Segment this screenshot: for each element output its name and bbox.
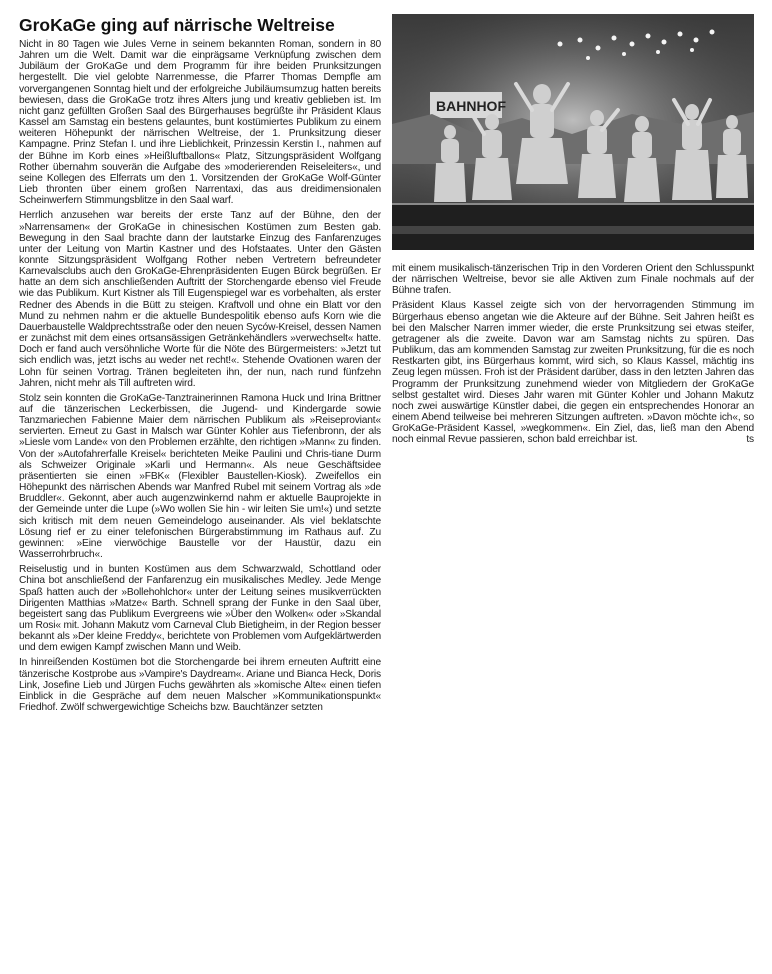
article-paragraph: Nicht in 80 Tagen wie Jules Verne in seinem bekannten Roman, sondern in 80 Jahren um die Welt. Damit war die einprägsame Verknüpfung zwischen dem Jubiläum der GroKaGe und dem Programm für ihre beiden Prunksitzungen hergestellt. Die viel gelobte Narrenmesse, die Pfarrer Thomas Dempfle am vorvergangenen Sonntag hielt und der erfolgreiche Jubiläumsumzug hatten bereits bewiesen, dass die GroKaGe trotz ihres Alters jung und kreativ geblieben ist. Im nicht ganz gefüllten Großen Saal des Bürgerhauses begrüßte ihr Präsident Klaus Kassel am Samstag ein bestens gelauntes, bunt kostümiertes Publikum zu einem weiteren Höhepunkt der närrischen Weltreise, der 1. Prunksitzung dieser Kampagne. Prinz Stefan I. und ihre Lieblichkeit, Prinzessin Kerstin I., nahmen auf der Bühne im Korb eines »Heißluftballons« Platz, Sitzungspräsident Wolfgang Rother übernahm souverän die Aufgabe des »moderierenden Reiseleiters«, und seine Kollegen des Elferrats um den 1. Vorsitzenden der GroKaGe Wolf-Günter Lieb thronten über einem großen Narrentaxi, das aus dreidimensionalen Scheinwerfern Stimmungsblitze in den Saal warf.	[19, 39, 381, 207]
article-paragraph: In hinreißenden Kostümen bot die Storchengarde bei ihrem erneuten Auftritt eine tänzerische Kostprobe aus »Vampire's Daydream«. Ariane und Bianca Heck, Doris Link, Josefine Lieb und Jürgen Fuchs gewährten als »komische Alte« einen tiefen Einblick in die Gespräche auf dem neuen Malscher »Kommunikationspunkt« Friedhof. Zwölf schwergewichtige Scheichs bzw. Bauchtänzer setzten	[19, 657, 381, 714]
article-paragraph: Stolz sein konnten die GroKaGe-Tanztrainerinnen Ramona Huck und Irina Brittner auf die tänzerischen Leckerbissen, die Jugend- und Kindergarde sowie Tanzmariechen Fabienne Maier dem närrischen Publikum als »Reiseproviant« servierten. Erneut zu Gast in Malsch war Günter Kohler aus Tiefenbronn, der als »Liesle vom Lande« von den Problemen erzählte, den richtigen »Mann« zu finden. Von der »Autofahrerfalle Kreisel« berichteten Meike Paulini und Chris-tiane Durm als Schweizer Originale »Karli und Hermann«. Als neue Geschäftsidee präsentierten sie einen »FBK« (Flexibler Baustellen-Kiosk). Zweifellos ein Höhepunkt des närrischen Abends war Manfred Rubel mit seinem Vortrag als »de Bruddler«. Gekonnt, aber auch augenzwinkernd nahm er aktuelle Bauprojekte in der Gemeinde unter die Lupe (»Wo wollen Sie hin - wir leiten Sie um!«) und setzte sich kritisch mit dem neuen Gemeindelogo auseinander. Als viel beklatschte Lösung rief er zu einer telefonischen Bürgerabstimmung im Rathaus auf. Zu gewinnen: »Eine vierwöchige Baustelle vor der Haustür, dazu ein Wasserrohrbruch«.	[19, 392, 381, 561]
article-paragraph: Herrlich anzusehen war bereits der erste Tanz auf der Bühne, den der »Narrensamen« der GroKaGe in chinesischen Kostümen zum Besten gab. Bewegung in den Saal brachte dann der lautstarke Einzug des Fanfarenzuges unter der Leitung von Martin Kastner und des Hofstaates. Unter den Gästen konnte Sitzungspräsident Wolfgang Rother neben Vertretern befreundeter Karnevalsclubs auch den GroKaGe-Ehrenpräsidenten Eugen Bürck begrüßen. Er hatte an dem sich anschließenden Auftritt der Storchengarde ebenso viel Freude wie das Publikum. Kurt Kistner als Till Eugenspiegel war es vorbehalten, als erster Redner des Abends in die Bütt zu steigen. Kraftvoll und ohne ein Blatt vor den Mund zu nehmen nahm er die aktuelle Bundespolitik ebenso aufs Korn wie die Dauerbaustelle Waldprechtsstraße oder den neuen Syców-Kreisel, dessen Namen er zunächst mit dem eines ortsansässigen Getränkehändlers »verwechselt« hatte. Doch er fand auch versöhnliche Worte für die Nöte des Bürgermeisters: »Jetzt tut sich endlich was, jetzt ischs au weder net recht!«. Stehende Ovationen waren der Lohn für seinen Vortrag. Tränen begleiteten ihn, der nun, nach rund fünfzehn Jahren, nicht mehr als Till auftreten wird.	[19, 210, 381, 389]
article-paragraph-text: Präsident Klaus Kassel zeigte sich von der hervorragenden Stimmung im Bürgerhaus ebenso angetan wie die Akteure auf der Bühne. Seit Jahren heißt es bei den Malscher Narren immer wieder, die erste Prunksitzung sei etwas steifer, getragener als die zweite. Davon war am Samstag nichts zu spüren. Das Publikum, das am kommenden Samstag zur zweiten Prunksitzung, für die es noch Restkarten gibt, ins Bürgerhaus kommt, wird sich, so Klaus Kassel, mächtig ins Zeug legen müssen. Froh ist der Präsident darüber, dass in den letzten Jahren das Programm der Prunksitzung zunehmend wieder von Mitgliedern der GroKaGe selbst gestaltet wird. Dieses Jahr waren mit Günter Kohler und Johann Makutz noch zwei auswärtige Künstler dabei, die gegen ein entsprechendes Honorar an einem Abend teilweise bei mehreren Sitzungen auftreten. »Davon möchte ich«, so GroKaGe-Präsident Kassel, »wegkommen«. Ein Ziel, das, ließ man den Abend noch einmal Revue passieren, schon bald erreichbar ist.	[392, 300, 754, 446]
article-headline: GroKaGe ging auf närrische Weltreise	[19, 15, 335, 35]
article-paragraph: Reiselustig und in bunten Kostümen aus dem Schwarzwald, Schottland oder China bot anschließend der Fanfarenzug ein musikalisches Medley. Jede Menge Spaß hatten auch der »Bollehohlchor« unter der Leitung seines musikverrückten Dirigenten Matthias »Matze« Barth. Schnell sprang der Funke in den Saal über, begeistert sang das Publikum Evergreens wie »Über den Wolken« oder »Skandal um Rosi« mit. Johann Makutz vom Carneval Club Bietigheim, in der Region besser bekannt als »Der kleine Freddy«, berichtete von Problemen vom Aufgeklärtwerden und dem ewigen Kampf zwischen Mann und Weib.	[19, 564, 382, 654]
article-paragraph	[392, 300, 754, 445]
right-column	[392, 263, 754, 450]
left-column	[19, 14, 381, 717]
stage-photo-illustration	[392, 14, 754, 250]
stage-photo	[392, 14, 754, 250]
bahnhof-sign-text: BAHNHOF	[436, 98, 506, 114]
author-initials: ts	[746, 434, 754, 446]
article-paragraph: mit einem musikalisch-tänzerischen Trip in den Vorderen Orient den Schlusspunkt der närrischen Weltreise, bevor sie alle Aktiven zum Finale nochmals auf der Bühne trafen.	[392, 263, 754, 297]
